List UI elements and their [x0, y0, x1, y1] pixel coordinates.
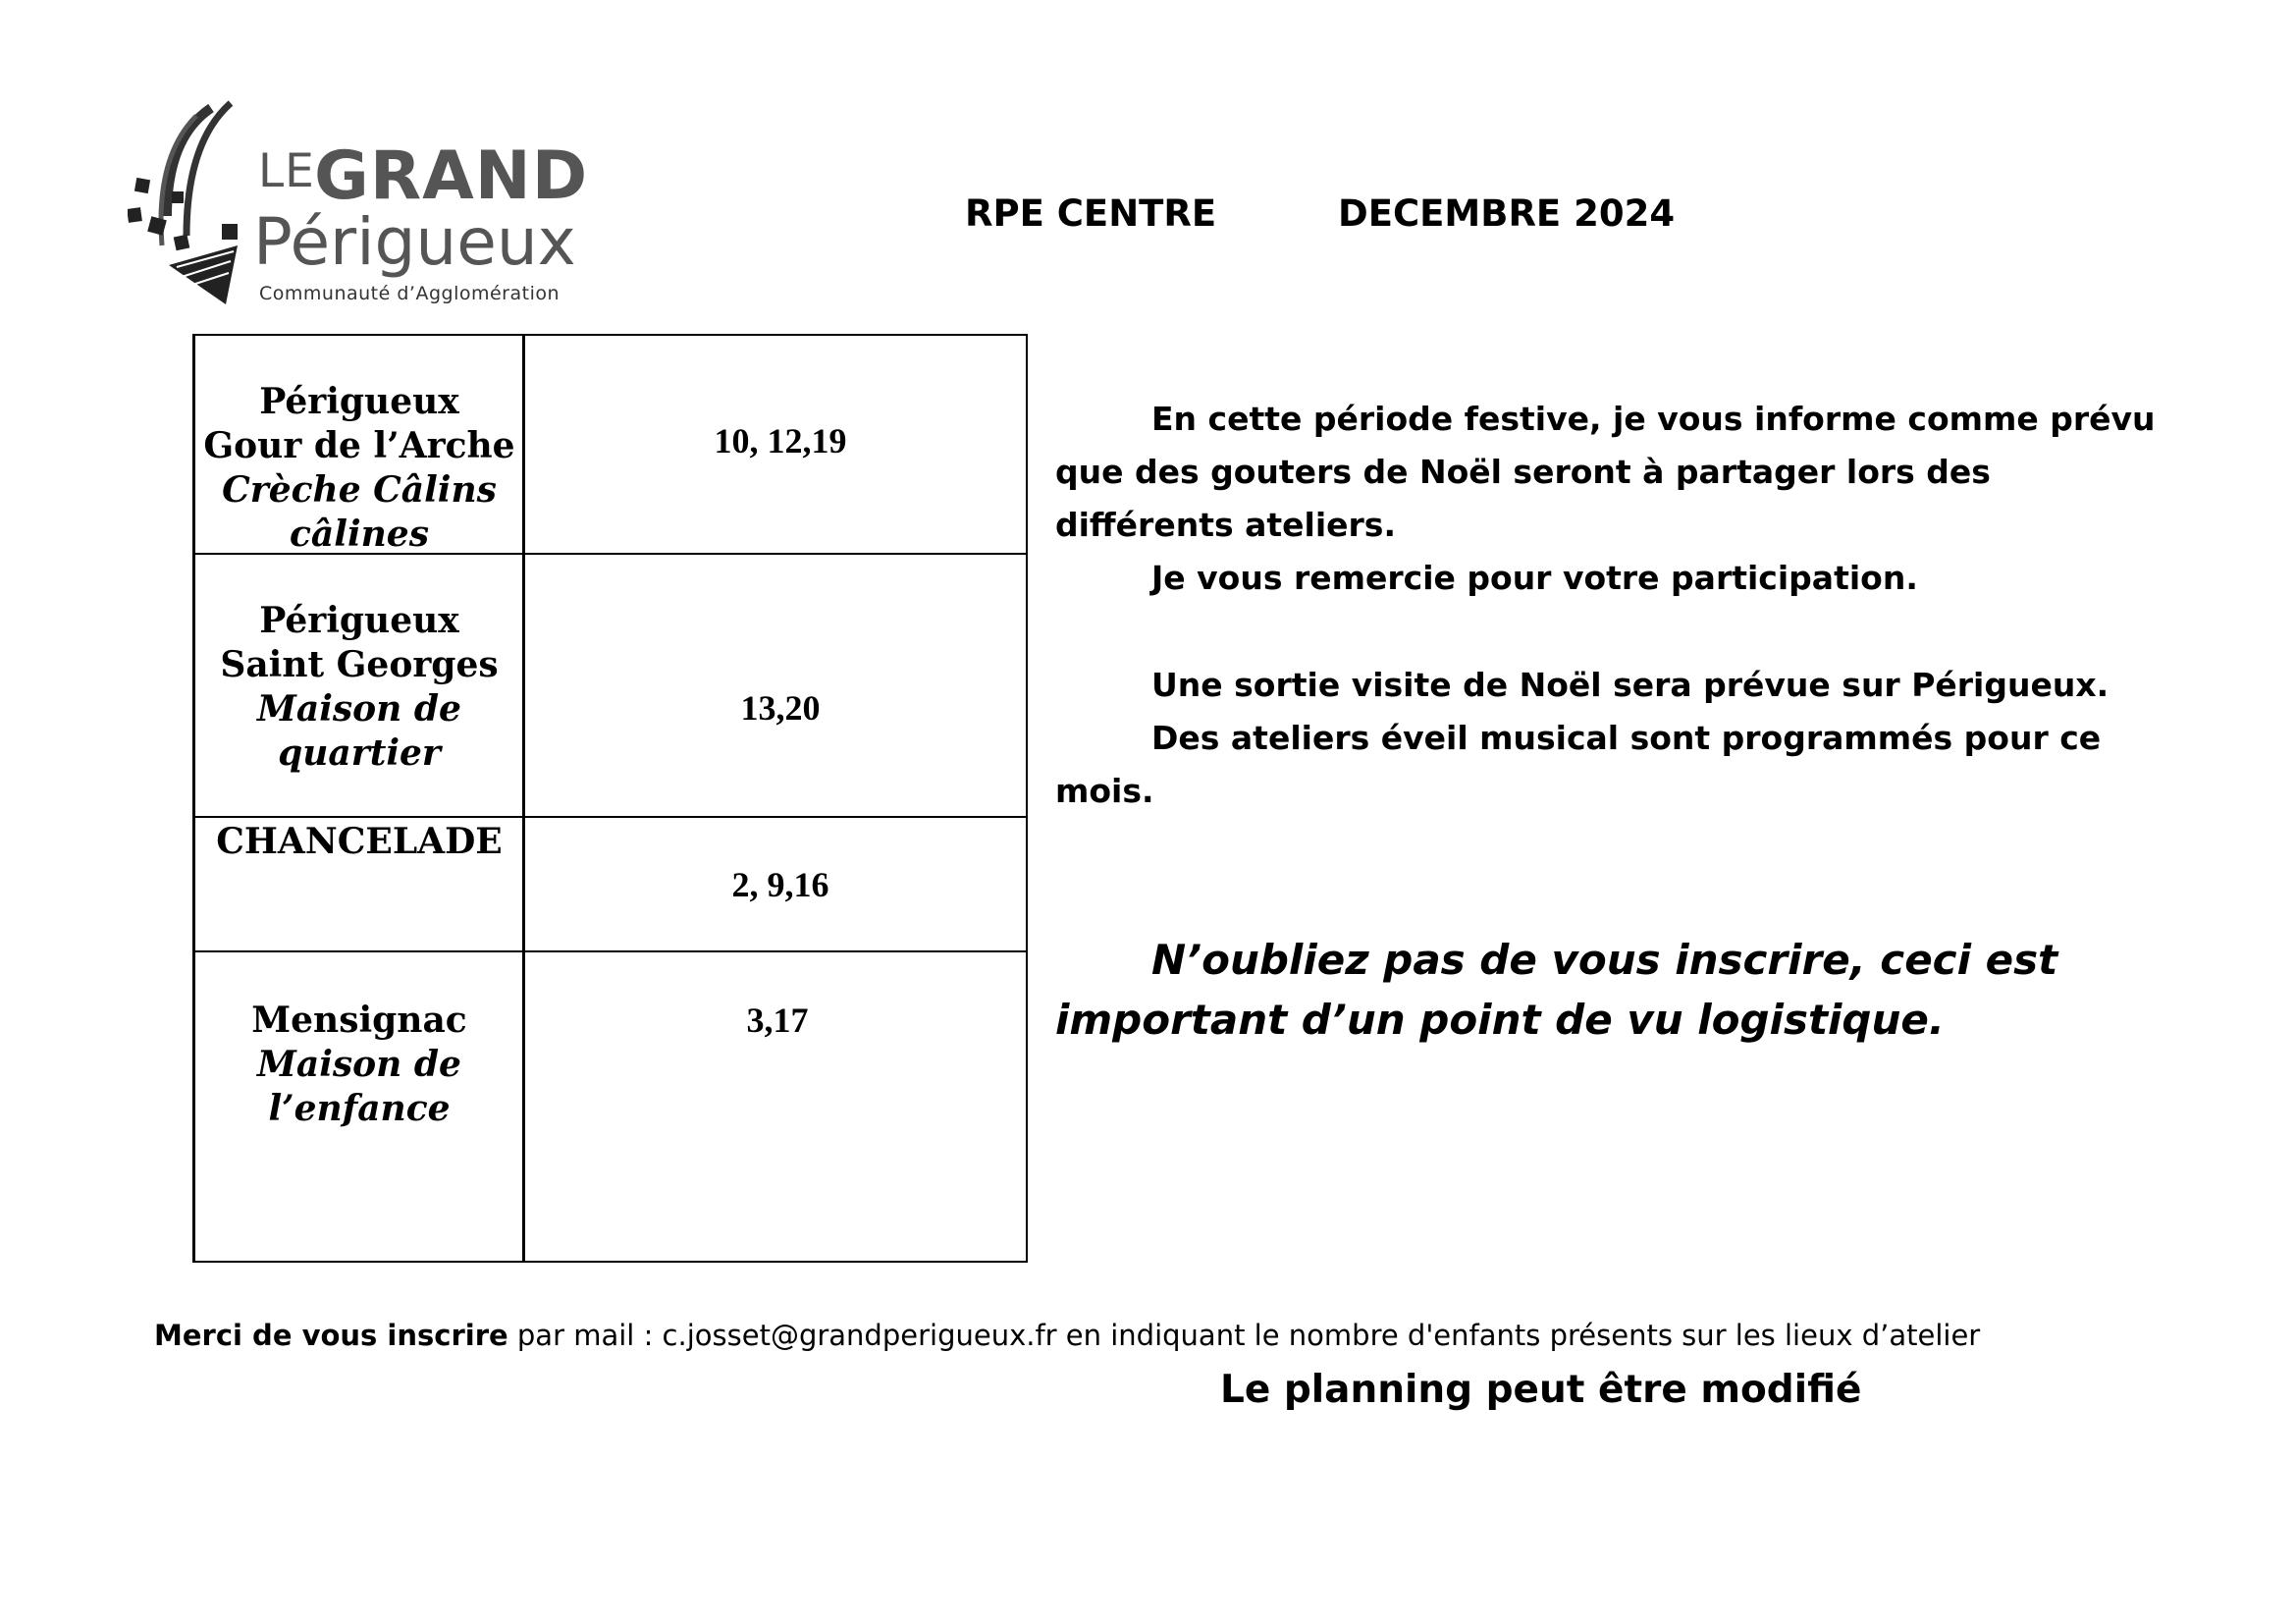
logo-perigueux: Périgueux [253, 204, 576, 280]
paragraph-music-text: Des ateliers éveil musical sont programmés pour ce mois. [1055, 719, 2102, 810]
footer-rest: par mail : c.josset@grandperigueux.fr en indiquant le nombre d'enfants présents sur les lieux d’atelier [507, 1319, 1981, 1352]
paragraph-reminder-text: N’oubliez pas de vous inscrire, ceci est important d’un point de vu logistique. [1055, 936, 2058, 1044]
footer-contact [154, 1319, 1980, 1352]
paragraph-music [1055, 712, 2174, 818]
place-town: Périgueux [259, 600, 459, 641]
footer-note: Le planning peut être modifié [1220, 1368, 1862, 1412]
row-dates: 13,20 [740, 688, 821, 728]
paragraph-festive [1055, 393, 2174, 552]
header-rpe: RPE CENTRE [965, 192, 1217, 235]
place-town: Périgueux [259, 381, 459, 422]
table-row [196, 599, 522, 776]
place-town: CHANCELADE [216, 821, 503, 862]
paragraph-reminder [1055, 930, 2135, 1050]
place-town: Mensignac [251, 1000, 467, 1041]
place-venue: câlines [290, 514, 429, 555]
logo [128, 98, 589, 314]
place-venue: Maison de [257, 688, 461, 730]
logo-emblem-icon [128, 98, 265, 304]
place-venue: Maison de [257, 1044, 461, 1085]
table-row [196, 380, 522, 557]
paragraph-outing [1055, 659, 2174, 712]
paragraph-festive-text: En cette période festive, je vous informe comme prévu que des gouters de Noël seront à partager lors des différents ateliers. [1055, 400, 2156, 544]
place-site: Saint Georges [220, 644, 499, 685]
logo-le: LE [258, 144, 315, 198]
table-row [196, 820, 522, 864]
place-venue: Crèche Câlins [222, 469, 497, 511]
header-month: DECEMBRE 2024 [1338, 192, 1676, 235]
logo-subtitle: Communauté d’Agglomération [259, 283, 561, 304]
paragraph-thanks-text: Je vous remercie pour votre participation. [1151, 559, 1918, 597]
row-dates: 3,17 [746, 1001, 809, 1040]
row-dates: 2, 9,16 [731, 865, 829, 904]
place-site: Gour de l’Arche [203, 425, 515, 466]
row-dates: 10, 12,19 [714, 421, 847, 460]
paragraph-outing-text: Une sortie visite de Noël sera prévue sur Périgueux. [1151, 666, 2109, 704]
logo-grand: GRAND [314, 137, 589, 215]
table-row [196, 999, 522, 1131]
footer-bold: Merci de vous inscrire [154, 1319, 508, 1352]
paragraph-thanks [1055, 552, 2174, 605]
place-venue: quartier [278, 732, 441, 774]
place-venue: l’enfance [268, 1088, 451, 1129]
